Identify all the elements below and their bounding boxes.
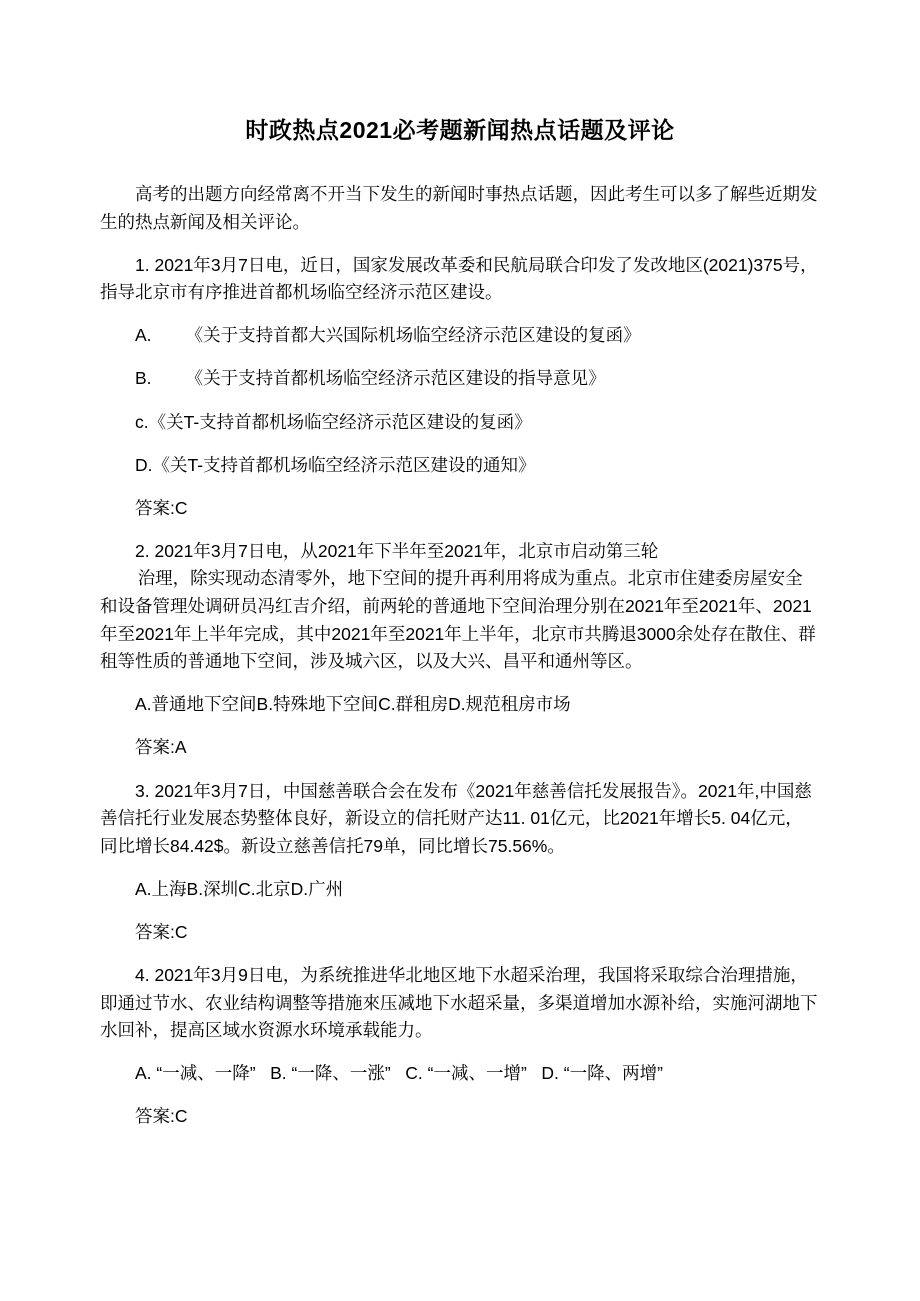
line-break-indent: [100, 583, 138, 584]
question-3-stem: 3. 2021年3月7日，中国慈善联合会在发布《2021年慈善信托发展报告》。2021年,中国慈善信托行业发展态势整体良好，新设立的信托财产达11. 01亿元，比2021年增长5. 04亿元，同比增长84.42$。新设立慈善信托79单，同比增长75.56%。: [100, 780, 812, 856]
question-1-answer: 答案:C: [135, 497, 188, 518]
question-3-options: A.上海B.深圳C.北京D.广州: [135, 878, 344, 899]
intro-paragraph: 高考的出题方向经常离不开当下发生的新闻时事热点话题，因此考生可以多了解些近期发生的热点新闻及相关评论。: [100, 184, 818, 232]
question-2-stem-line1: 2. 2021年3月7日电，从2021年下半年至2021年，北京市启动第三轮: [135, 540, 659, 561]
question-4-answer: 答案:C: [135, 1106, 188, 1127]
question-4-options: A. “一减、一降” B. “一降、一涨” C. “一减、一增” D. “一降、两增”: [135, 1063, 663, 1084]
question-2-answer: 答案:A: [135, 737, 187, 758]
question-2-stem-rest: 治理，除实现动态清零外，地下空间的提升再利用将成为重点。北京市住建委房屋安全和设备管理处调研员冯红吉介绍，前两轮的普通地下空间治理分别在2021年至2021年、2021年至2021年上半年完成，其中2021年至2021年上半年，北京市共腾退3000余处存在散住、群租等性质的普通地下空间，涉及城六区，以及大兴、昌平和通州等区。: [100, 568, 816, 672]
question-1-option-c: c.《关T-支持首都机场临空经济示范区建设的复函》: [135, 411, 532, 432]
question-3-answer: 答案:C: [135, 921, 188, 942]
document-title: 时政热点2021必考题新闻热点话题及评论: [245, 117, 675, 143]
question-2-options: A.普通地下空间B.特殊地下空间C.群租房D.规范租房市场: [135, 694, 571, 715]
question-4-stem: 4. 2021年3月9日电，为系统推进华北地区地下水超采治理，我国将采取综合治理措施，即通过节水、农业结构调整等措施來压减地下水超采量，多渠道增加水源补给，实施河湖地下水回补，提高区域水资源水环境承载能力。: [100, 964, 818, 1041]
question-1-option-d: D.《关T-支持首都机场临空经济示范区建设的通知》: [135, 454, 536, 475]
question-1-option-b: B. 《关于支持首都机场临空经济示范区建设的指导意见》: [135, 368, 606, 389]
question-1-option-a: A. 《关于支持首都大兴国际机场临空经济示范区建设的复函》: [135, 325, 641, 346]
question-2-stem: [100, 538, 820, 676]
question-1-stem: 1. 2021年3月7日电，近日，国家发展改革委和民航局联合印发了发改地区(2021)375号，指导北京市有序推进首都机场临空经济示范区建设。: [100, 254, 818, 303]
